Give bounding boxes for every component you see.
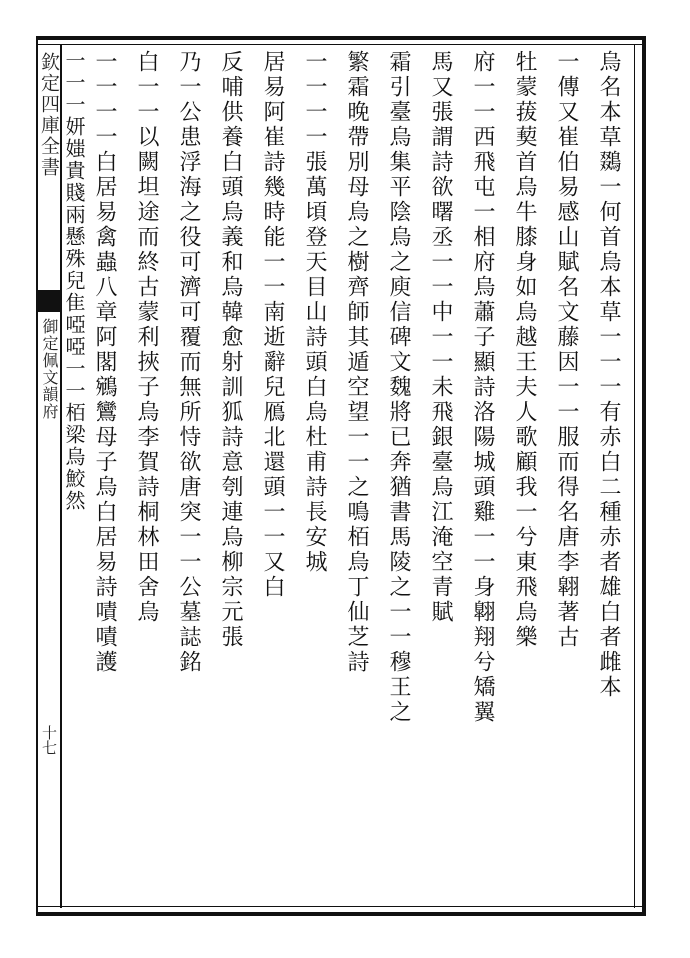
book-title: 欽定四庫全書 [38, 52, 60, 178]
frame-top-inner-border [36, 44, 646, 45]
text-column: 府一一西飛屯一相府烏蕭子顯詩洛陽城頭雞一一身翺翔兮矯翼 [470, 50, 495, 725]
text-column: 繁霜晚帶別母烏之樹齊師其遁空望一一之鳴栢烏丁仙芝詩 [344, 50, 369, 675]
text-column: 居易阿崔詩幾時能一一南逝辭兒鴈北還頭一一又白 [260, 50, 285, 600]
frame-right-border [642, 36, 646, 916]
frame-right-inner-border [634, 44, 635, 908]
page-number: 十七 [40, 725, 58, 755]
text-column: 霜引臺烏集平陰烏之庾信碑文魏將已奔猶書馬陵之一一穆王之 [386, 50, 411, 725]
text-column: 牡蒙菝葜首烏牛膝身如烏越王夫人歌顧我一兮東飛烏樂 [512, 50, 537, 650]
text-column: 一一一妍媸貴賤兩懸殊兒隹啞啞一一栢梁烏鮫然 [62, 50, 86, 512]
text-column: 乃一公患浮海之役可濟可覆而無所恃欲唐突一一公墓誌銘 [176, 50, 201, 675]
frame-bottom-inner-border [36, 906, 646, 907]
text-column: 一一一一張萬頃登天目山詩頭白烏杜甫詩長安城 [302, 50, 327, 575]
book-subtitle: 御定佩文韻府 [40, 318, 59, 420]
text-column: 一傳又崔伯易感山賦名文藤因一一服而得名唐李翶著古 [554, 50, 579, 650]
text-column: 馬又張謂詩欲曙丞一一中一一未飛銀臺烏江淹空青賦 [428, 50, 453, 625]
text-column: 烏名本草鵽一何首烏本草一一一有赤白二種赤者雄白者雌本 [596, 50, 621, 700]
frame-bottom-border [36, 912, 646, 916]
frame-top-border [36, 36, 646, 40]
text-column: 白一一以闕坦途而終古蒙利挾子烏李賀詩桐林田舍烏 [134, 50, 159, 625]
text-column: 一一一一白居易禽蟲八章阿閣鵷鸞母子烏白居易詩嘖嘖護 [92, 50, 117, 675]
text-column: 反哺供養白頭烏義和烏韓愈射訓狐詩意刳連烏柳宗元張 [218, 50, 243, 650]
fish-tail-mark [36, 290, 60, 312]
